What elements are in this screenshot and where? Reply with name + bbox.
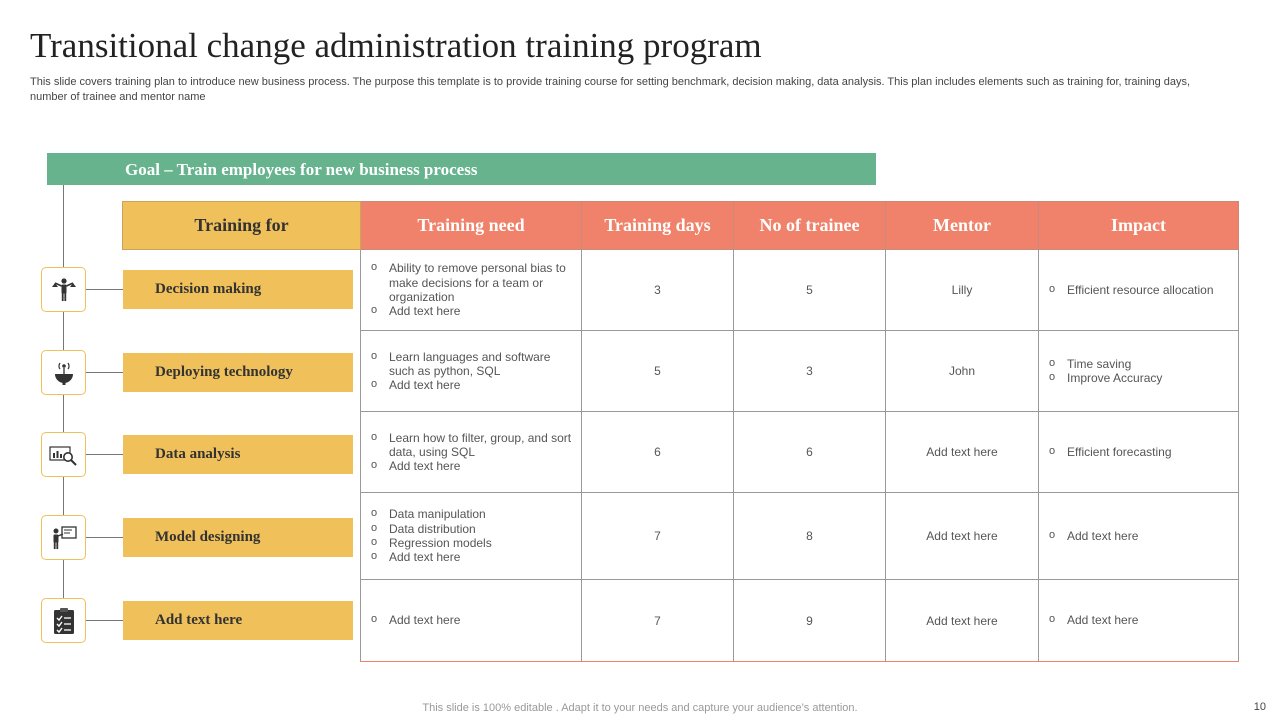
impact-cell: [1039, 250, 1239, 331]
mentor-cell: John: [886, 331, 1039, 412]
list-item: o Add text here: [371, 459, 575, 473]
connector: [86, 537, 123, 538]
analytics-magnifier-icon: [41, 432, 86, 477]
row-label-data-analysis: Data analysis: [123, 435, 353, 474]
trainee-count-cell: 6: [734, 412, 886, 493]
training-need-cell: [361, 250, 582, 331]
training-table: [122, 201, 1239, 662]
header-no-of-trainee: No of trainee: [734, 202, 886, 250]
training-days-cell: 3: [582, 250, 734, 331]
training-days-cell: 7: [582, 580, 734, 662]
page-number: 10: [1253, 701, 1266, 713]
header-training-for: Training for: [123, 202, 361, 250]
mentor-cell: Lilly: [886, 250, 1039, 331]
mentor-cell: Add text here: [886, 412, 1039, 493]
training-days-cell: 6: [582, 412, 734, 493]
trainee-count-cell: 5: [734, 250, 886, 331]
training-days-cell: 7: [582, 493, 734, 580]
list-item: o Data distribution: [371, 522, 575, 536]
impact-cell: [1039, 493, 1239, 580]
trainee-count-cell: 3: [734, 331, 886, 412]
training-need-cell: [361, 331, 582, 412]
list-item: o Add text here: [371, 378, 575, 392]
mentor-cell: Add text here: [886, 493, 1039, 580]
goal-banner: [47, 153, 876, 185]
trainee-count-cell: 8: [734, 493, 886, 580]
impact-cell: [1039, 412, 1239, 493]
row-label-decision-making: Decision making: [123, 270, 353, 309]
list-item: o Time saving: [1049, 357, 1232, 371]
impact-cell: [1039, 331, 1239, 412]
row-label-add-text: Add text here: [123, 601, 353, 640]
row-label-model-designing: Model designing: [123, 518, 353, 557]
balance-person-icon: [41, 267, 86, 312]
presenter-board-icon: [41, 515, 86, 560]
slide-title: Transitional change administration training program: [30, 26, 762, 65]
footer-note: This slide is 100% editable . Adapt it to your needs and capture your audience’s attention.: [422, 702, 858, 714]
list-item: o Add text here: [1049, 613, 1232, 627]
list-item: o Learn languages and software such as python, SQL: [371, 350, 575, 379]
connector: [86, 289, 123, 290]
table-row: [123, 331, 1239, 412]
connector: [86, 454, 123, 455]
mentor-cell: Add text here: [886, 580, 1039, 662]
list-item: o Add text here: [371, 550, 575, 564]
training-days-cell: 5: [582, 331, 734, 412]
training-need-cell: [361, 412, 582, 493]
table-row: [123, 493, 1239, 580]
row-label-deploying-technology: Deploying technology: [123, 353, 353, 392]
slide-subtitle: This slide covers training plan to introduce new business process. The purpose this template is to provide training course for setting benchmark, decision making, data analysis. This plan includes elements such as training for, training days, number of trainee and mentor name: [30, 76, 1191, 103]
table-row: [123, 250, 1239, 331]
impact-cell: [1039, 580, 1239, 662]
list-item: o Efficient forecasting: [1049, 445, 1232, 459]
list-item: o Add text here: [1049, 529, 1232, 543]
table-row: [123, 580, 1239, 662]
connector: [86, 620, 123, 621]
header-training-need: Training need: [361, 202, 582, 250]
list-item: o Add text here: [371, 304, 575, 318]
table-row: [123, 412, 1239, 493]
header-training-days: Training days: [582, 202, 734, 250]
list-item: o Regression models: [371, 536, 575, 550]
list-item: o Learn how to filter, group, and sort data, using SQL: [371, 431, 575, 460]
header-mentor: Mentor: [886, 202, 1039, 250]
goal-text: Goal – Train employees for new business process: [125, 160, 478, 179]
list-item: o Add text here: [371, 613, 575, 627]
list-item: o Ability to remove personal bias to make decisions for a team or organization: [371, 261, 575, 304]
globe-signal-icon: [41, 350, 86, 395]
header-impact: Impact: [1039, 202, 1239, 250]
list-item: o Efficient resource allocation: [1049, 283, 1232, 297]
checklist-clipboard-icon: [41, 598, 86, 643]
trainee-count-cell: 9: [734, 580, 886, 662]
training-need-cell: [361, 493, 582, 580]
list-item: o Data manipulation: [371, 507, 575, 521]
training-need-cell: [361, 580, 582, 662]
list-item: o Improve Accuracy: [1049, 371, 1232, 385]
connector: [86, 372, 123, 373]
